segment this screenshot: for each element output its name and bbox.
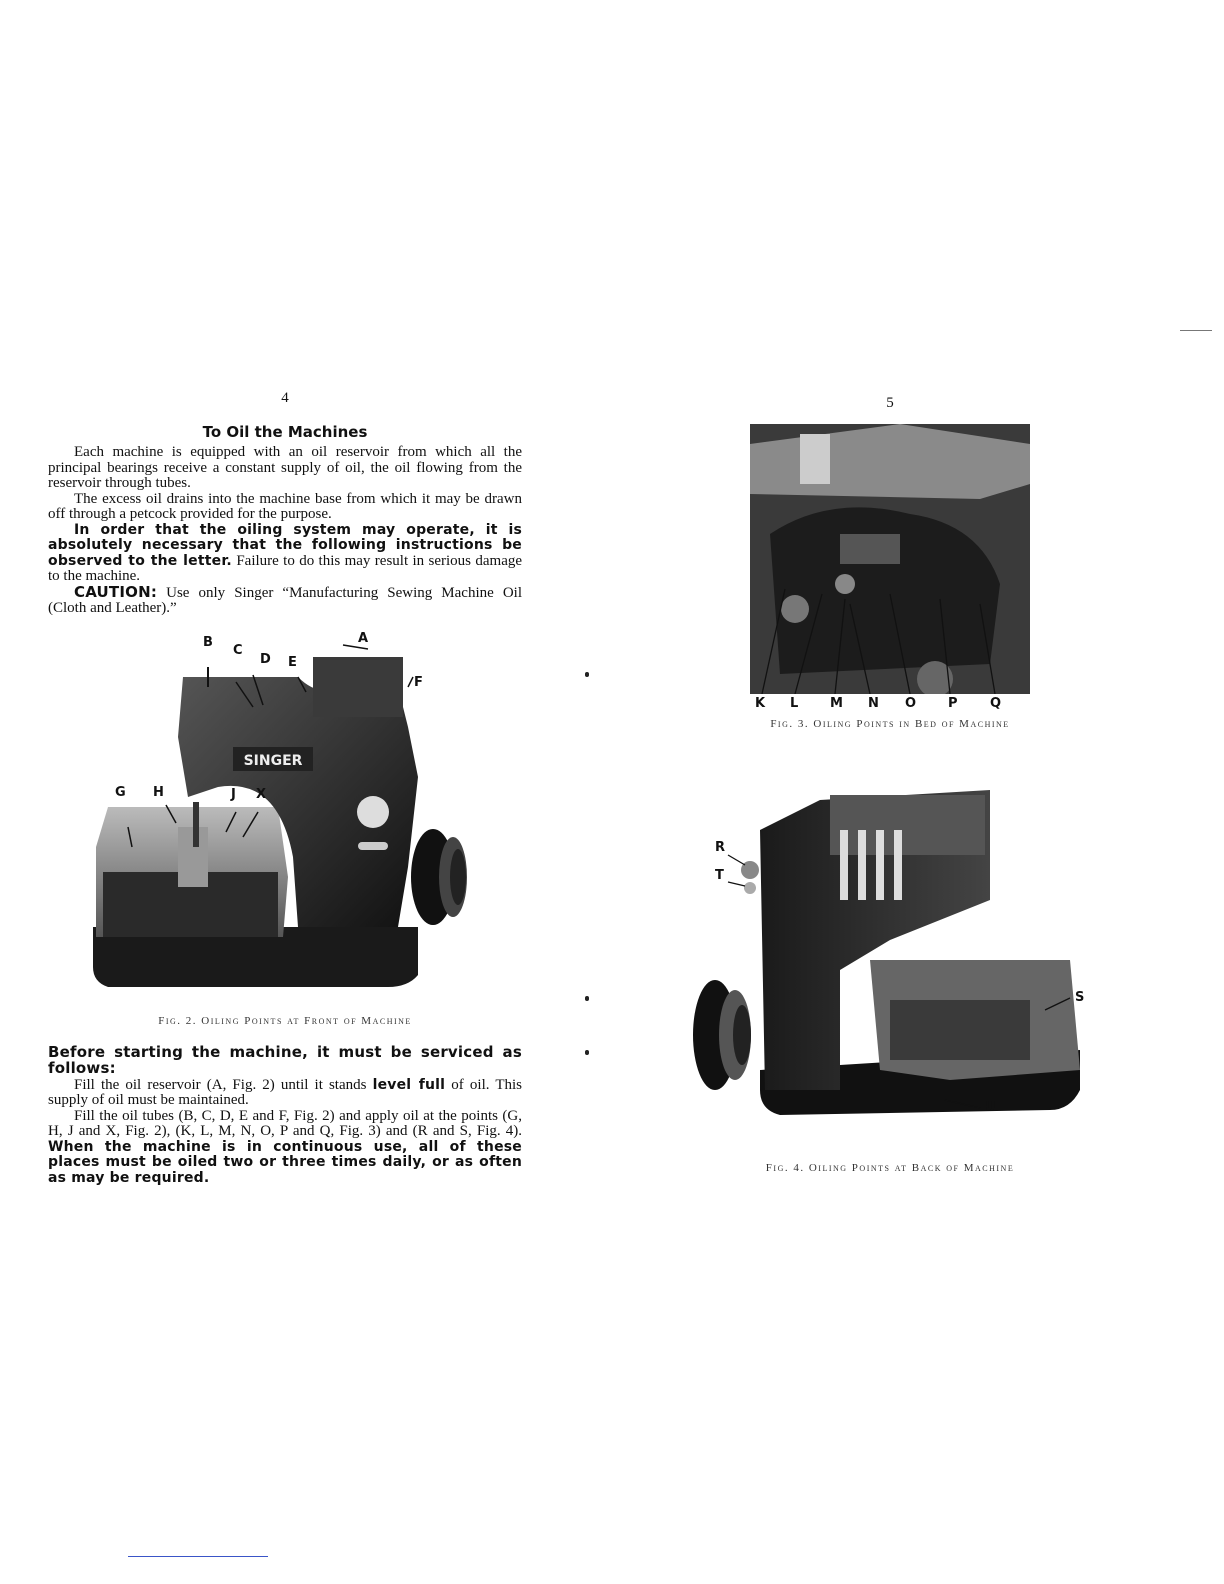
fill-reservoir-bold: level full: [372, 1076, 446, 1093]
scan-speck: [585, 1050, 589, 1055]
section-heading: To Oil the Machines: [202, 423, 368, 441]
scan-speck: [585, 672, 589, 677]
fig3-label-p: P: [948, 696, 958, 711]
paragraph-fill-tubes: [48, 1109, 522, 1187]
page-number-left: 4: [281, 390, 289, 406]
paragraph-before-starting: [48, 1042, 522, 1078]
singer-brand: SINGER: [243, 752, 303, 769]
figure-2: [48, 630, 522, 1037]
fig2-label-x: X: [256, 786, 267, 802]
fill-tubes-a: Fill the oil tubes (B, C, D, E and F, Fig. 2) and apply oil at the points (G, H, J and X, Fig. 2), (K, L, M, N, O, P and Q, Fig. 3) and (R and S, Fig. 4).: [48, 1107, 522, 1139]
bottom-rule: [128, 1556, 268, 1557]
scan-speck: [585, 996, 589, 1001]
fill-tubes-bold: When the machine is in continuous use, all of these places must be oiled two or three times daily, or as often as may be required.: [48, 1138, 522, 1186]
paragraph-caution: [48, 582, 522, 617]
fill-reservoir-a: Fill the oil reservoir (A, Fig. 2) until it stands: [74, 1076, 373, 1093]
fig2-label-b: B: [203, 634, 213, 650]
fig2-label-a: A: [358, 630, 369, 646]
before-starting-bold: Before starting the machine, it must be serviced as follows:: [48, 1042, 522, 1077]
fig4-back-illustration: [690, 770, 1090, 1140]
paragraph-reservoir: Each machine is equipped with an oil reservoir from which all the principal bearings receive a constant supply of oil, the oil flowing from the reservoir through tubes.: [48, 444, 522, 491]
fig4-label-t: T: [715, 868, 724, 883]
fig3-label-q: Q: [990, 696, 1002, 711]
fig3-caption: Fig. 3. Oiling Points in Bed of Machine: [770, 718, 1010, 730]
fig3-label-k: K: [755, 696, 766, 711]
fig3-bed-illustration: [750, 424, 1030, 694]
paragraph-instructions: [48, 523, 522, 585]
instructions-bold: In order that the oiling system may operate, it is absolutely necessary that the following instructions be observed to the letter.: [48, 521, 522, 569]
fig3-label-m: M: [830, 696, 843, 711]
fig2-label-h: H: [153, 784, 164, 800]
fig4-caption: Fig. 4. Oiling Points at Back of Machine: [765, 1162, 1015, 1174]
fig3-label-l: L: [790, 696, 799, 711]
fig4-label-s: S: [1075, 990, 1085, 1005]
caution-label: CAUTION:: [74, 582, 158, 601]
fig2-caption: Fig. 2. Oiling Points at Front of Machine: [158, 1014, 412, 1027]
fig2-label-j: J: [231, 786, 236, 802]
left-page: [48, 390, 522, 1186]
margin-mark: [1180, 330, 1212, 331]
fig2-label-e: E: [288, 654, 297, 670]
fig2-label-f: F: [414, 674, 423, 690]
caution-text: Use only Singer “Manufacturing Sewing Machine Oil (Cloth and Leather).”: [48, 584, 522, 616]
figure-4: [690, 770, 1090, 1174]
fig4-label-u: U: [985, 1100, 996, 1115]
paragraph-drain: The excess oil drains into the machine base from which it may be drawn off through a petcock provided for the purpose.: [48, 490, 522, 522]
fig2-label-c: C: [233, 642, 243, 658]
fig3-label-n: N: [868, 696, 879, 711]
fig2-machine-illustration: [48, 634, 522, 1007]
fig3-label-row: [750, 696, 1030, 712]
fig2-label-g: G: [115, 784, 126, 800]
paragraph-fill-reservoir: [48, 1078, 522, 1109]
fig4-label-r: R: [715, 840, 726, 855]
fill-reservoir-b: of oil. This supply of oil must be maintained.: [48, 1076, 522, 1108]
figure-3: [750, 424, 1090, 730]
page-number-right: 5: [886, 395, 894, 411]
right-page: [690, 395, 1090, 1174]
instructions-rest: Failure to do this may result in serious damage to the machine.: [48, 552, 523, 584]
fig3-label-o: O: [905, 696, 917, 711]
fig2-label-d: D: [260, 651, 271, 667]
